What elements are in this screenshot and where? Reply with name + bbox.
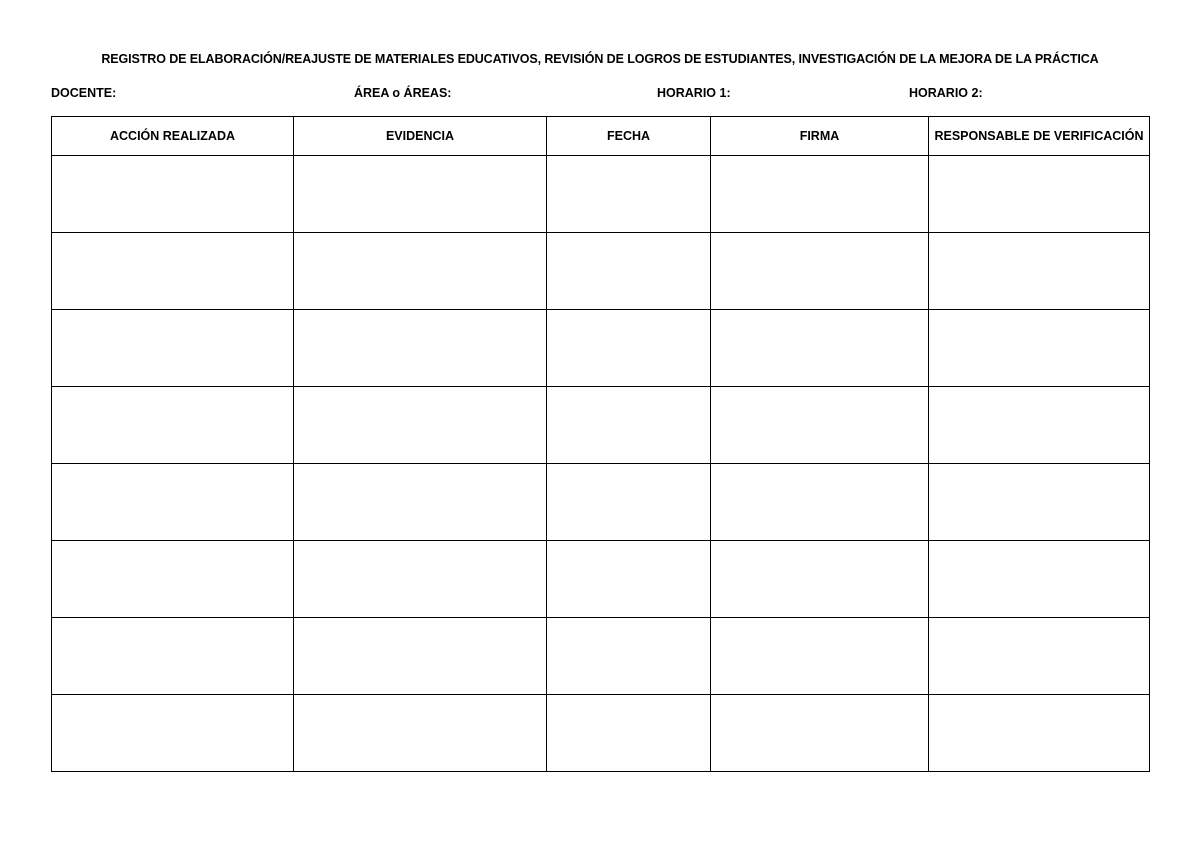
cell-firma[interactable]: [711, 695, 929, 772]
cell-fecha[interactable]: [547, 541, 711, 618]
document-title: REGISTRO DE ELABORACIÓN/REAJUSTE DE MATERIALES EDUCATIVOS, REVISIÓN DE LOGROS DE ESTUDIANTES, INVESTIGACIÓN DE LA MEJORA DE LA PRÁCTICA: [101, 52, 1099, 66]
cell-accion[interactable]: [52, 233, 294, 310]
table-header-row: [52, 117, 1150, 156]
cell-evidencia[interactable]: [294, 464, 547, 541]
cell-responsable[interactable]: [929, 541, 1150, 618]
cell-accion[interactable]: [52, 387, 294, 464]
header-firma: FIRMA: [711, 117, 929, 156]
cell-fecha[interactable]: [547, 233, 711, 310]
header-fecha: FECHA: [547, 117, 711, 156]
cell-responsable[interactable]: [929, 695, 1150, 772]
cell-responsable[interactable]: [929, 618, 1150, 695]
cell-evidencia[interactable]: [294, 541, 547, 618]
cell-firma[interactable]: [711, 387, 929, 464]
cell-firma[interactable]: [711, 156, 929, 233]
header-responsable-verificacion: RESPONSABLE DE VERIFICACIÓN: [929, 117, 1150, 156]
cell-evidencia[interactable]: [294, 156, 547, 233]
cell-firma[interactable]: [711, 541, 929, 618]
cell-accion[interactable]: [52, 156, 294, 233]
cell-fecha[interactable]: [547, 156, 711, 233]
cell-accion[interactable]: [52, 695, 294, 772]
cell-fecha[interactable]: [547, 310, 711, 387]
table-row: [52, 695, 1150, 772]
cell-evidencia[interactable]: [294, 618, 547, 695]
cell-evidencia[interactable]: [294, 695, 547, 772]
docente-label: DOCENTE:: [51, 86, 117, 100]
header-evidencia: EVIDENCIA: [294, 117, 547, 156]
header-accion-realizada: ACCIÓN REALIZADA: [52, 117, 294, 156]
horario-2-label: HORARIO 2:: [909, 86, 983, 100]
cell-accion[interactable]: [52, 310, 294, 387]
cell-accion[interactable]: [52, 464, 294, 541]
cell-responsable[interactable]: [929, 387, 1150, 464]
cell-evidencia[interactable]: [294, 387, 547, 464]
table-row: [52, 156, 1150, 233]
horario-1-label: HORARIO 1:: [657, 86, 731, 100]
cell-accion[interactable]: [52, 618, 294, 695]
cell-firma[interactable]: [711, 618, 929, 695]
cell-accion[interactable]: [52, 541, 294, 618]
cell-fecha[interactable]: [547, 387, 711, 464]
table-row: [52, 387, 1150, 464]
table-row: [52, 464, 1150, 541]
cell-firma[interactable]: [711, 233, 929, 310]
table-row: [52, 233, 1150, 310]
cell-firma[interactable]: [711, 310, 929, 387]
table-row: [52, 618, 1150, 695]
cell-responsable[interactable]: [929, 464, 1150, 541]
area-label: ÁREA o ÁREAS:: [354, 86, 452, 100]
cell-responsable[interactable]: [929, 233, 1150, 310]
cell-responsable[interactable]: [929, 156, 1150, 233]
register-table: [51, 116, 1150, 772]
cell-firma[interactable]: [711, 464, 929, 541]
cell-evidencia[interactable]: [294, 310, 547, 387]
cell-fecha[interactable]: [547, 464, 711, 541]
cell-fecha[interactable]: [547, 618, 711, 695]
table-row: [52, 541, 1150, 618]
cell-fecha[interactable]: [547, 695, 711, 772]
table-row: [52, 310, 1150, 387]
cell-evidencia[interactable]: [294, 233, 547, 310]
cell-responsable[interactable]: [929, 310, 1150, 387]
